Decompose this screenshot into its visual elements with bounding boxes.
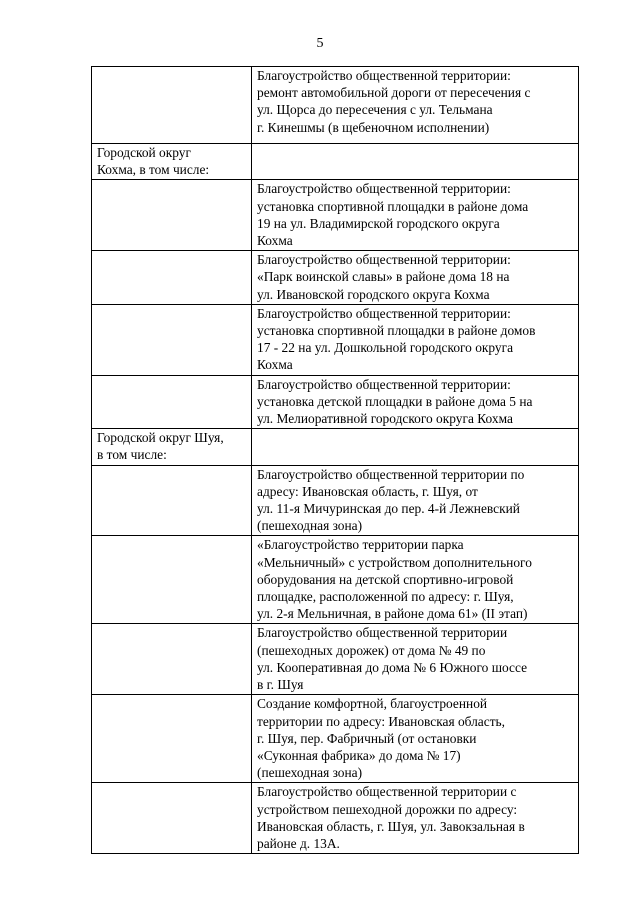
table-row [92,144,579,180]
cell-text-line: «Мельничный» с устройством дополнительного [257,554,532,570]
cell-text-line: ул. 2-я Мельничная, в районе дома 61» (II этап) [257,606,528,622]
cell-text-line: Городской округ Шуя, [97,430,224,446]
cell-text-line: территории по адресу: Ивановская область, [257,713,506,729]
cell-text-line: 19 на ул. Владимирской городского округа [257,215,500,231]
table-row [92,465,579,536]
project-cell [252,783,579,854]
table-row [92,695,579,783]
page-number: 5 [316,36,324,51]
cell-text-line: (пешеходная зона) [257,765,363,781]
table-row [92,624,579,695]
table-row [92,375,579,429]
project-cell [252,536,579,624]
territory-table [91,66,579,854]
cell-text-line: Ивановская область, г. Шуя, ул. Завокзальная в [257,818,525,834]
municipality-cell [92,536,252,624]
cell-text-line: установка детской площадки в районе дома 5 на [257,393,533,409]
table-row [92,180,579,251]
cell-text-line: ул. 11-я Мичуринская до пер. 4-й Лежневский [257,501,520,517]
cell-text-line: (пешеходных дорожек) от дома № 49 по [257,642,486,658]
cell-text-line: установка спортивной площадки в районе дома [257,198,529,214]
cell-text-line: Благоустройство общественной территории: [257,181,511,197]
cell-text-line: адресу: Ивановская область, г. Шуя, от [257,483,478,499]
cell-text-line: Кохма [257,233,293,249]
cell-text-line: площадке, расположенной по адресу: г. Шуя, [257,589,514,605]
municipality-cell [92,375,252,429]
cell-text-line: Благоустройство общественной территории по [257,466,525,482]
table-row [92,536,579,624]
project-cell [252,624,579,695]
cell-text-line: ул. Ивановской городского округа Кохма [257,286,490,302]
project-cell [252,144,579,180]
cell-text-line: Благоустройство общественной территории: [257,305,511,321]
cell-text-line: г. Шуя, пер. Фабричный (от остановки [257,730,477,746]
cell-text-line: «Благоустройство территории парка [257,537,464,553]
cell-text-line: ул. Щорса до пересечения с ул. Тельмана [257,102,493,118]
table-row [92,67,579,144]
table-row [92,783,579,854]
municipality-cell [92,624,252,695]
cell-text-line: (пешеходная зона) [257,518,363,534]
cell-text-line: «Суконная фабрика» до дома № 17) [257,747,461,763]
project-cell [252,67,579,144]
table-row [92,304,579,375]
cell-text-line: Благоустройство общественной территории: [257,252,511,268]
cell-text-line: установка спортивной площадки в районе домов [257,323,536,339]
project-cell [252,695,579,783]
municipality-cell [92,67,252,144]
cell-text-line: оборудования на детской спортивно-игровой [257,571,514,587]
cell-text-line: ул. Мелиоративной городского округа Кохма [257,411,513,427]
municipality-cell [92,429,252,465]
project-cell [252,251,579,305]
cell-text-line: ремонт автомобильной дороги от пересечения с [257,85,531,101]
project-cell [252,465,579,536]
cell-text-line: «Парк воинской славы» в районе дома 18 на [257,269,510,285]
municipality-cell [92,251,252,305]
municipality-cell [92,465,252,536]
cell-text-line: 17 - 22 на ул. Дошкольной городского округа [257,340,514,356]
municipality-cell [92,144,252,180]
table-row [92,251,579,305]
cell-text-line: в г. Шуя [257,677,304,693]
cell-text-line: устройством пешеходной дорожки по адресу: [257,801,518,817]
project-cell [252,180,579,251]
cell-text-line: Благоустройство общественной территории [257,625,508,641]
municipality-cell [92,783,252,854]
cell-text-line: Городской округ [97,145,191,160]
cell-text-line: Кохма [257,357,293,373]
cell-text-line: Кохма, в том числе: [97,162,210,178]
municipality-cell [92,180,252,251]
cell-text-line: в том числе: [97,447,167,463]
municipality-cell [92,304,252,375]
project-cell [252,304,579,375]
cell-text-line: Благоустройство общественной территории: [257,376,511,392]
cell-text-line: Создание комфортной, благоустроенной [257,696,488,712]
cell-text-line: районе д. 13А. [257,835,340,851]
cell-text-line: г. Кинешмы (в щебеночном исполнении) [257,119,490,135]
cell-text-line: Благоустройство общественной территории с [257,784,517,800]
municipality-cell [92,695,252,783]
project-cell [252,375,579,429]
table-row [92,429,579,465]
cell-text-line: Благоустройство общественной территории: [257,68,511,83]
cell-text-line: ул. Кооперативная до дома № 6 Южного шоссе [257,659,528,675]
project-cell [252,429,579,465]
